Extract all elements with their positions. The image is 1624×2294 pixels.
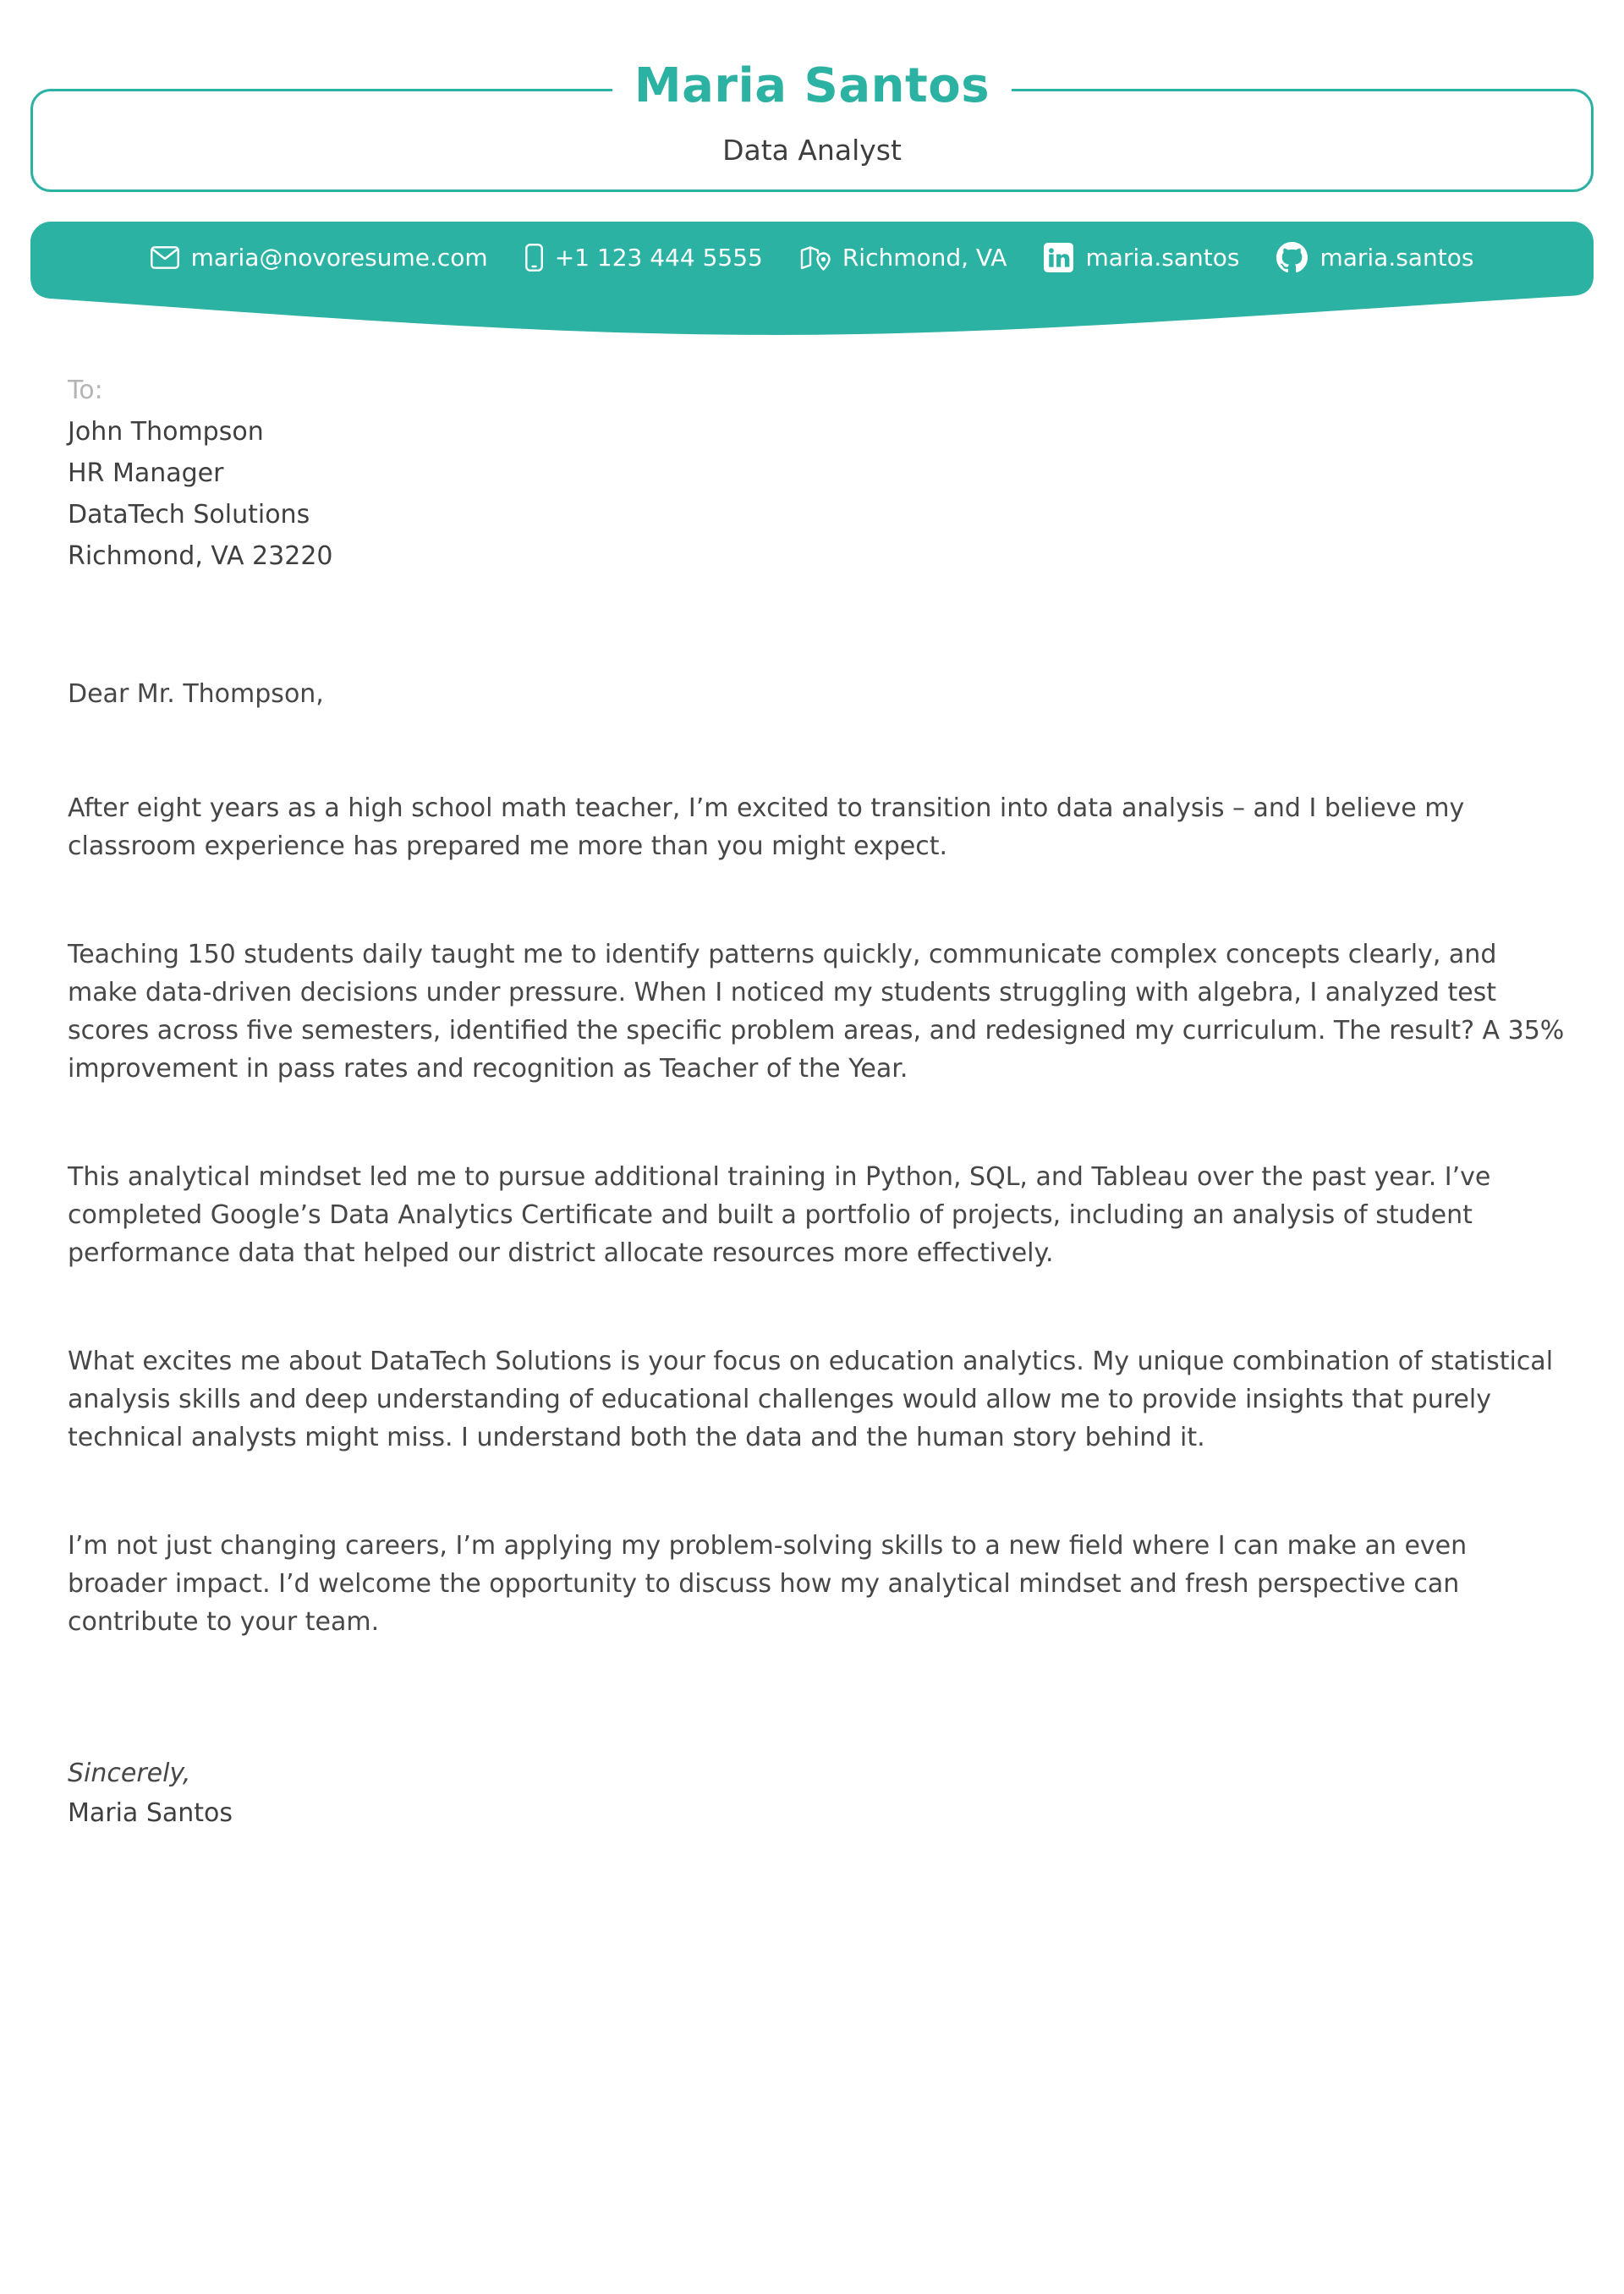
paragraph-1: After eight years as a high school math teacher, I’m excited to transition into data analysis – and I believe my classroom experience has prepared me more than you might expect.: [68, 793, 1465, 861]
letter-body: [0, 340, 1624, 1833]
contact-email[interactable]: [151, 244, 488, 272]
salutation: Dear Mr. Thompson,: [68, 679, 324, 709]
recipient-title: HR Manager: [68, 458, 224, 488]
recipient-block: [68, 411, 1573, 577]
contact-github-value: maria.santos: [1320, 244, 1474, 272]
signature-name: Maria Santos: [68, 1798, 233, 1828]
recipient-address: Richmond, VA 23220: [68, 541, 333, 571]
contact-location-value: Richmond, VA: [842, 244, 1007, 272]
signature-block: [68, 1753, 1573, 1833]
header: [30, 58, 1594, 192]
contact-github[interactable]: [1276, 242, 1473, 273]
closing: Sincerely,: [68, 1759, 191, 1788]
linkedin-icon: [1044, 243, 1073, 272]
person-name-text: Maria Santos: [612, 58, 1012, 113]
recipient-name: John Thompson: [68, 417, 264, 447]
contact-phone-value: +1 123 444 5555: [554, 244, 763, 272]
contact-row: [30, 242, 1594, 273]
github-icon: [1276, 242, 1308, 273]
person-name: [30, 58, 1594, 113]
contact-phone: [525, 244, 763, 272]
to-label: To:: [68, 376, 103, 405]
paragraph-3: This analytical mindset led me to pursue additional training in Python, SQL, and Tableau over the past year. I’ve completed Google’s Data Analytics Certificate and built a portfolio of projects, including an analysis of student performance data that helped our district allocate resources more effectively.: [68, 1162, 1491, 1268]
map-pin-icon: [800, 244, 831, 272]
contact-location: [800, 244, 1007, 272]
recipient-company: DataTech Solutions: [68, 500, 310, 530]
job-title: Data Analyst: [722, 134, 902, 167]
paragraph-2: Teaching 150 students daily taught me to identify patterns quickly, communicate complex concepts clearly, and make data-driven decisions under pressure. When I noticed my students struggling with algebra, I analyzed test scores across five semesters, identified the specific problem areas, and redesigned my curriculum. The result? A 35% improvement in pass rates and recognition as Teacher of the Year.: [68, 940, 1565, 1084]
contact-linkedin-value: maria.santos: [1085, 244, 1240, 272]
phone-icon: [525, 244, 543, 272]
envelope-icon: [151, 246, 179, 269]
paragraph-4: What excites me about DataTech Solutions is your focus on education analytics. My unique combination of statistical analysis skills and deep understanding of educational challenges would allow me to provide insights that purely technical analysts might miss. I understand both the data and the human story behind it.: [68, 1347, 1554, 1452]
banner-shape: [30, 222, 1594, 340]
contact-email-value: maria@novoresume.com: [190, 244, 488, 272]
contact-banner: [30, 222, 1594, 340]
paragraph-5: I’m not just changing careers, I’m applying my problem-solving skills to a new field where I can make an even broader impact. I’d welcome the opportunity to discuss how my analytical mindset and fresh perspective can contribute to your team.: [68, 1531, 1468, 1637]
contact-linkedin[interactable]: [1044, 243, 1239, 272]
